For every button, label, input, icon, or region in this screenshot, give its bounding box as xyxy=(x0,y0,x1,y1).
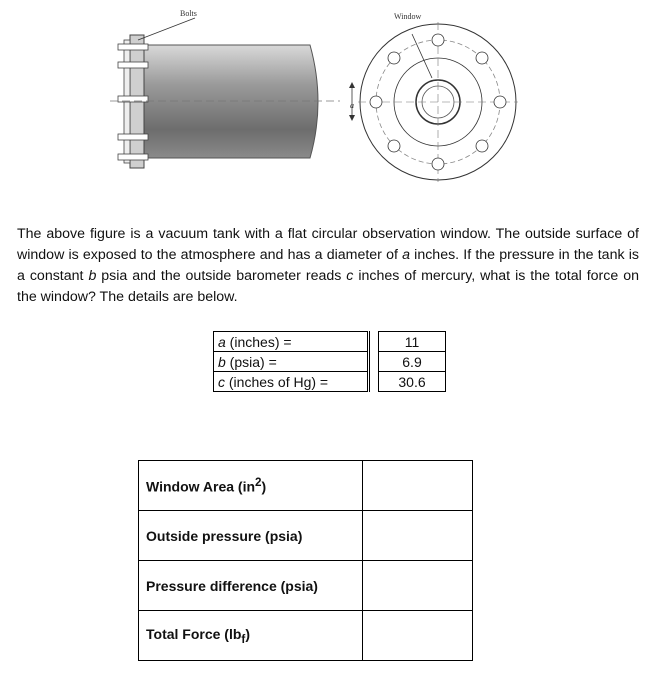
answer-table xyxy=(138,460,473,661)
given-row-b xyxy=(214,352,446,372)
problem-statement: The above figure is a vacuum tank with a flat circular observation window. The outside surface of window is exposed to the atmosphere and has a diameter of a inches. If the pressure in the tank is a constant b psia and the outside barometer reads c inches of mercury, what is the total force on the window? The details are below. xyxy=(17,226,639,305)
given-label-b: b (psia) = xyxy=(214,352,369,372)
given-value-b: 6.9 xyxy=(379,352,446,372)
window-front-view xyxy=(358,12,518,182)
answer-cell-outside-pressure[interactable] xyxy=(363,511,473,561)
answer-label-total-force: Total Force $(lb_f)$ xyxy=(139,611,363,661)
answer-label-pressure-difference: Pressure difference (psia) xyxy=(139,561,363,611)
given-value-c: 30.6 xyxy=(379,372,446,392)
given-label-c: c (inches of Hg) = xyxy=(214,372,369,392)
window-label: Window xyxy=(394,12,422,21)
given-row-a xyxy=(214,332,446,352)
given-value-a: 11 xyxy=(379,332,446,352)
given-label-a: a (inches) = xyxy=(214,332,369,352)
answer-row-total-force xyxy=(139,611,473,661)
diameter-label: a xyxy=(350,101,354,110)
answer-row-pressure-difference xyxy=(139,561,473,611)
vacuum-tank-figure xyxy=(100,0,530,200)
answer-label-window-area: Window Area $(in^2)$ xyxy=(139,461,363,511)
tank-side-view xyxy=(110,9,355,168)
answer-cell-total-force[interactable] xyxy=(363,611,473,661)
answer-row-window-area xyxy=(139,461,473,511)
answer-cell-pressure-difference[interactable] xyxy=(363,561,473,611)
answer-label-outside-pressure: Outside pressure (psia) xyxy=(139,511,363,561)
given-row-c xyxy=(214,372,446,392)
given-values-table xyxy=(213,331,446,392)
answer-cell-window-area[interactable] xyxy=(363,461,473,511)
bolts-label: Bolts xyxy=(180,9,197,18)
answer-row-outside-pressure xyxy=(139,511,473,561)
